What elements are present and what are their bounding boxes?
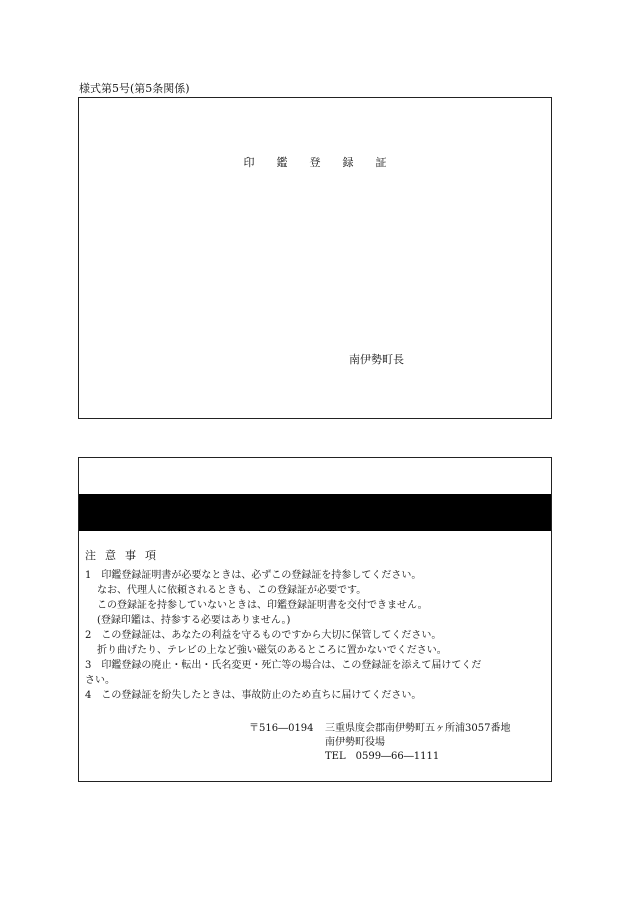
card-title-char: 録 — [342, 156, 354, 169]
note-item: 1 印鑑登録証明書が必要なときは、必ずこの登録証を持参してください。 — [85, 570, 422, 581]
card-title-char: 登 — [309, 156, 321, 169]
notes-heading-char: 注 — [85, 549, 96, 562]
office-name: 南伊勢町役場 — [325, 737, 385, 748]
note-item: 2 この登録証は、あなたの利益を守るものですから大切に保管してください。 — [85, 630, 442, 641]
magnetic-stripe — [79, 494, 551, 531]
note-item: 3 印鑑登録の廃止・転出・氏名変更・死亡等の場合は、この登録証を添えて届けてくだ — [85, 660, 482, 671]
postal-code: 〒516―0194 — [249, 723, 314, 734]
form-number-label: 様式第5号(第5条関係) — [79, 82, 190, 95]
card-title — [79, 154, 551, 170]
notes-heading-char: 項 — [145, 549, 156, 562]
note-item: 折り曲げたり、テレビの上など強い磁気のあるところに置かないでください。 — [97, 645, 447, 656]
registration-card-front — [78, 97, 552, 419]
notes-heading-char: 意 — [105, 549, 116, 562]
card-title-char: 印 — [243, 156, 255, 169]
note-item: さい。 — [85, 675, 115, 686]
note-item: 4 この登録証を紛失したときは、事故防止のため直ちに届けてください。 — [85, 690, 422, 701]
notes-heading — [85, 547, 165, 563]
note-item: (登録印鑑は、持参する必要はありません。) — [97, 615, 291, 626]
card-title-char: 証 — [375, 156, 387, 169]
notes-list — [85, 568, 547, 703]
note-item: なお、代理人に依頼されるときも、この登録証が必要です。 — [97, 585, 367, 596]
card-title-char: 鑑 — [276, 156, 288, 169]
office-phone: TEL 0599―66―1111 — [325, 751, 440, 762]
note-item: この登録証を持参していないときは、印鑑登録証明書を交付できません。 — [97, 600, 428, 611]
office-address — [249, 722, 510, 764]
notes-heading-char: 事 — [125, 549, 136, 562]
address-line: 三重県度会郡南伊勢町五ヶ所浦3057番地 — [325, 723, 511, 734]
registration-card-back — [78, 457, 552, 782]
issuer-mayor: 南伊勢町長 — [349, 353, 404, 366]
